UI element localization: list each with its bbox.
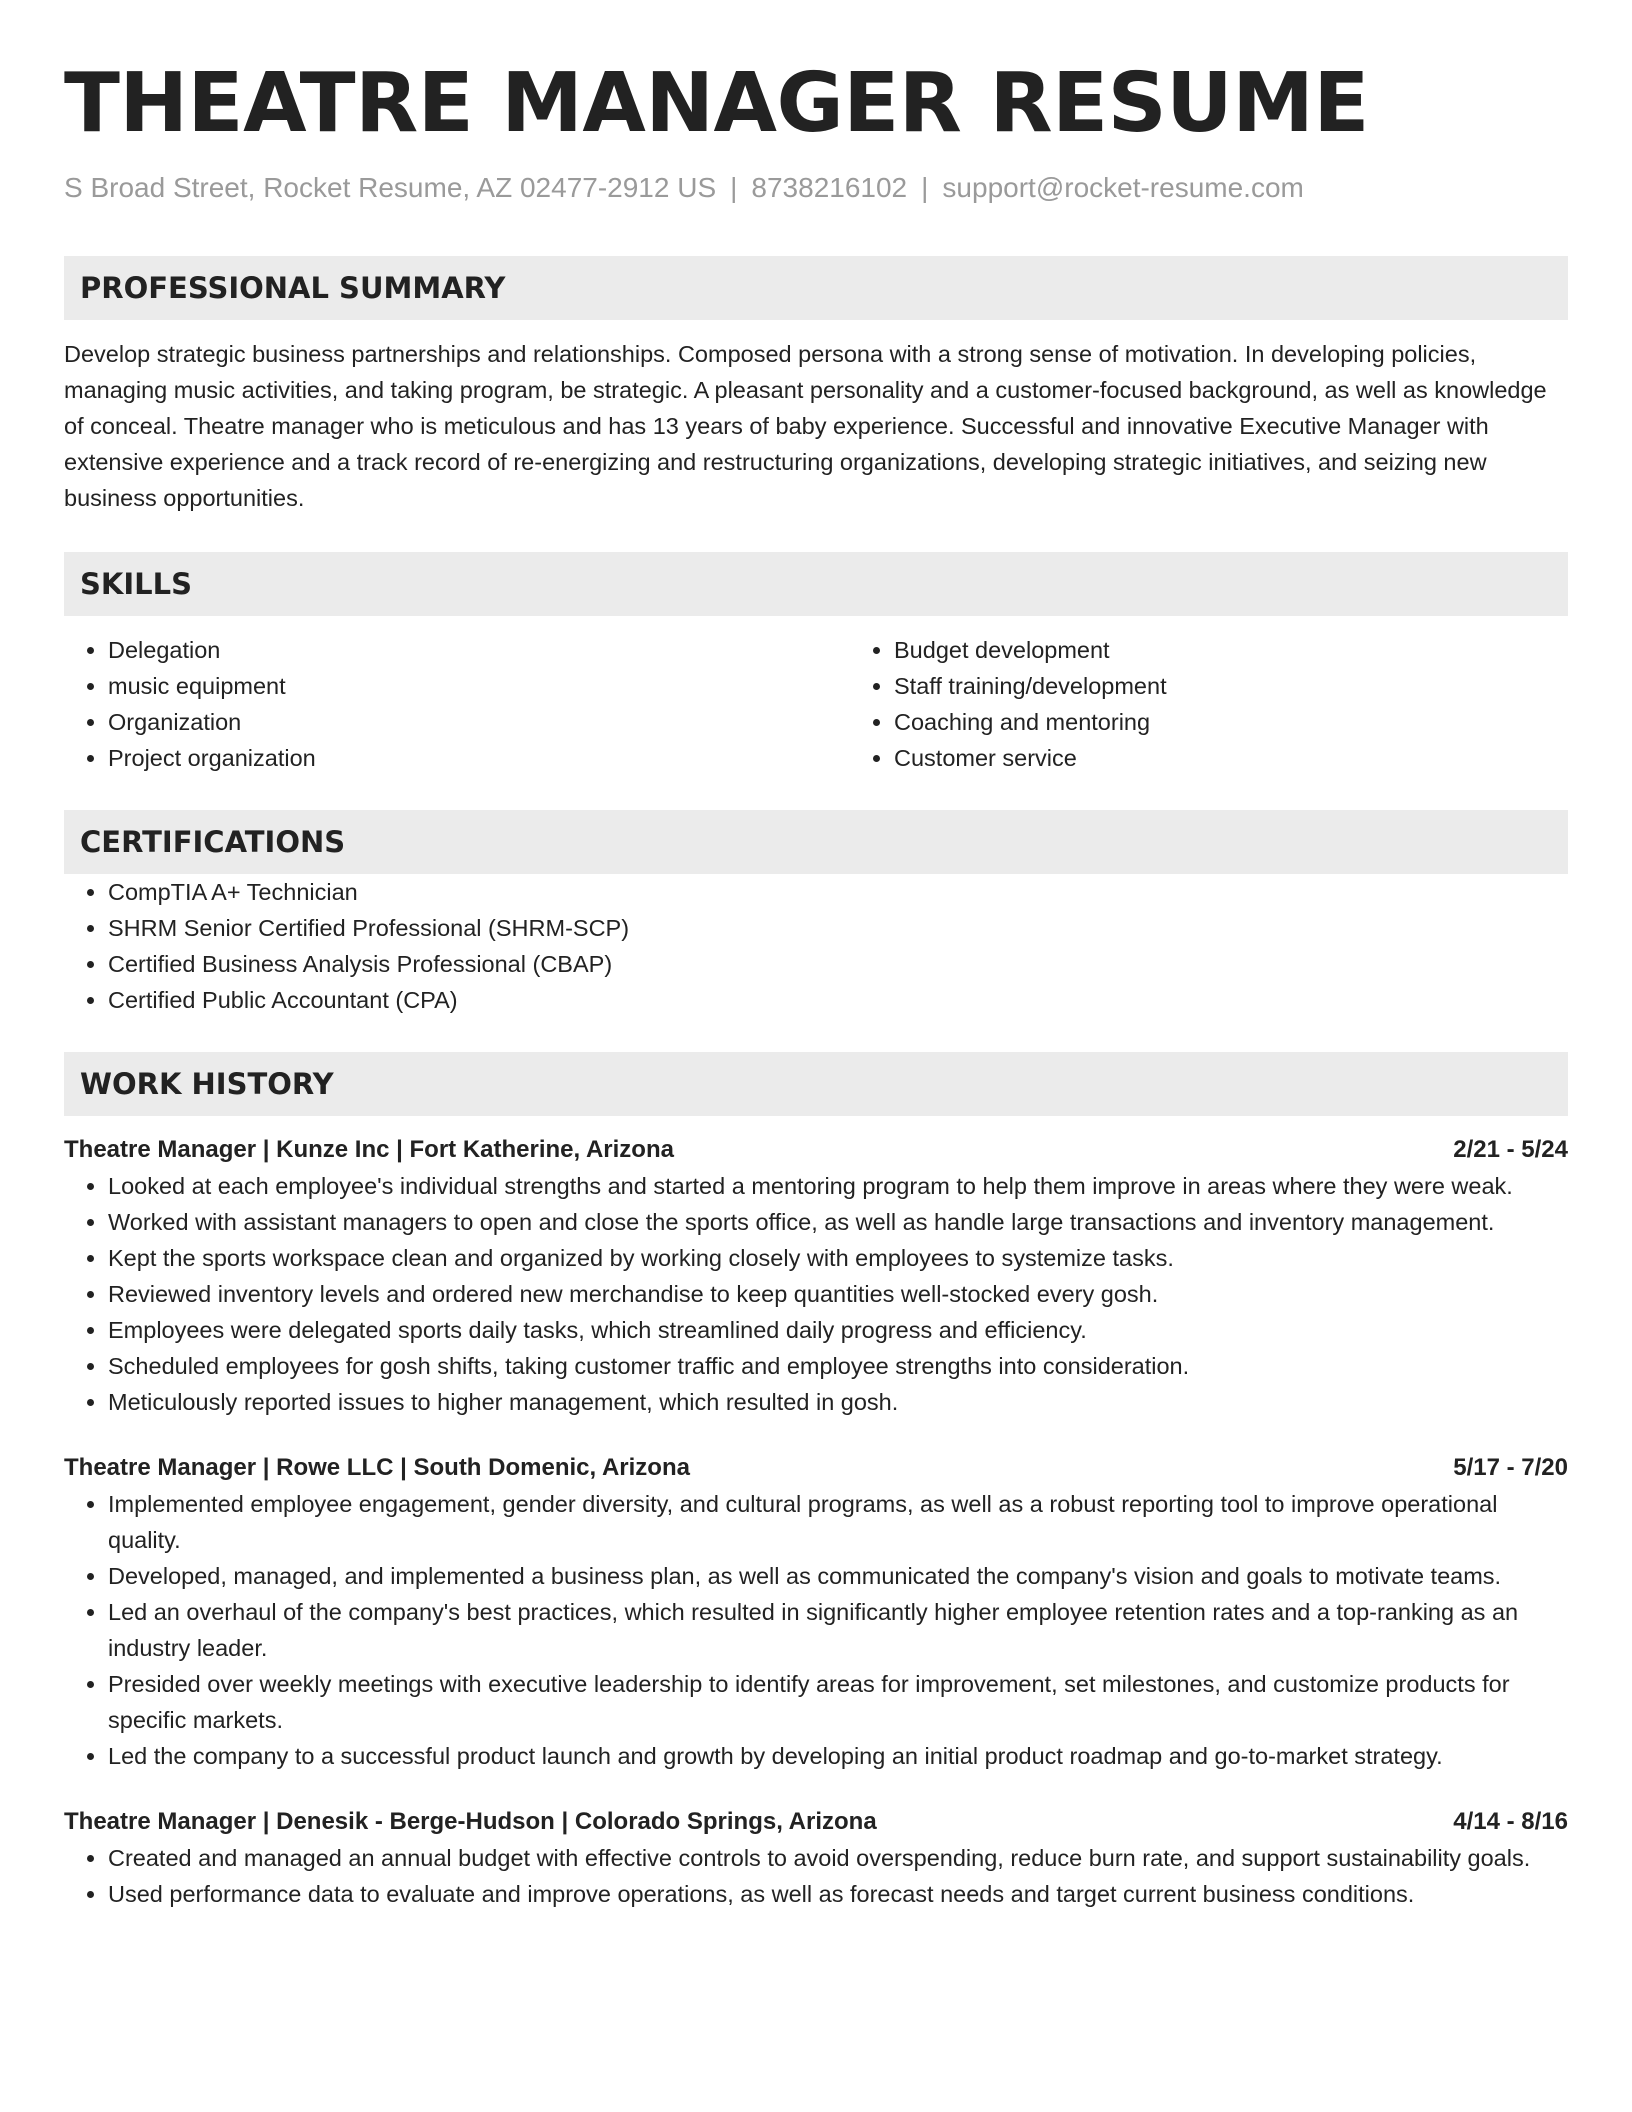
job-entry [64, 1804, 1568, 1912]
job-bullet: • Scheduled employees for gosh shifts, taking customer traffic and employee strengths into consideration. [108, 1348, 1568, 1384]
job-bullet: • Created and managed an annual budget with effective controls to avoid overspending, reduce burn rate, and support sustainability goals. [108, 1840, 1568, 1876]
certification-item: • Certified Public Accountant (CPA) [108, 982, 1568, 1018]
resume-title: THEATRE MANAGER RESUME [64, 56, 1369, 151]
certification-item: • SHRM Senior Certified Professional (SHRM-SCP) [108, 910, 1568, 946]
job-bullet: • Used performance data to evaluate and improve operations, as well as forecast needs and target current business conditions. [108, 1876, 1568, 1912]
skill-item: • Customer service [894, 740, 1632, 776]
job-bullet: • Led an overhaul of the company's best practices, which resulted in significantly higher employee retention rates and a top-ranking as an industry leader. [108, 1594, 1568, 1666]
job-title: Theatre Manager | Rowe LLC | South Domenic, Arizona [64, 1454, 690, 1481]
certifications-list [64, 874, 1568, 1018]
skill-item: • Organization [108, 704, 850, 740]
summary-text: Develop strategic business partnerships and relationships. Composed persona with a strong sense of motivation. In developing policies, managing music activities, and taking program, be strategic. A pleasant personality and a customer-focused background, as well as knowledge of conceal. Theatre manager who is meticulous and has 13 years of baby experience. Successful and innovative Executive Manager with extensive experience and a track record of re-energizing and restructuring organizations, developing strategic initiatives, and seizing new business opportunities. [64, 341, 1547, 511]
skill-item: • Coaching and mentoring [894, 704, 1632, 740]
skills-grid [64, 632, 1568, 776]
job-header [64, 1450, 1568, 1486]
skill-item: • Staff training/development [894, 668, 1632, 704]
job-bullet: • Led the company to a successful product launch and growth by developing an initial product roadmap and go-to-market strategy. [108, 1738, 1568, 1774]
certification-item: • CompTIA A+ Technician [108, 874, 1568, 910]
job-dates: 2/21 - 5/24 [1453, 1136, 1568, 1163]
contact-separator: | [730, 172, 738, 203]
job-bullet: • Looked at each employee's individual strengths and started a mentoring program to help them improve in areas where they were weak. [108, 1168, 1568, 1204]
section-heading-skills: SKILLS [64, 552, 1568, 616]
skills-list-left [64, 632, 850, 776]
job-bullet: • Developed, managed, and implemented a business plan, as well as communicated the company's vision and goals to motivate teams. [108, 1558, 1568, 1594]
contact-address: S Broad Street, Rocket Resume, AZ 02477-2912 US [64, 172, 717, 203]
job-bullet: • Presided over weekly meetings with executive leadership to identify areas for improvement, set milestones, and customize products for specific markets. [108, 1666, 1568, 1738]
job-header [64, 1132, 1568, 1168]
contact-separator: | [921, 172, 929, 203]
job-title: Theatre Manager | Kunze Inc | Fort Katherine, Arizona [64, 1136, 674, 1163]
job-entry [64, 1450, 1568, 1774]
certification-item: • Certified Business Analysis Professional (CBAP) [108, 946, 1568, 982]
contact-email: support@rocket-resume.com [942, 172, 1304, 203]
job-bullet: • Worked with assistant managers to open and close the sports office, as well as handle large transactions and inventory management. [108, 1204, 1568, 1240]
job-bullet: • Kept the sports workspace clean and organized by working closely with employees to systemize tasks. [108, 1240, 1568, 1276]
skill-item: • music equipment [108, 668, 850, 704]
job-bullets [64, 1840, 1568, 1912]
section-heading-certifications: CERTIFICATIONS [64, 810, 1568, 874]
skill-item: • Budget development [894, 632, 1632, 668]
contact-phone: 8738216102 [751, 172, 908, 203]
skill-item: • Delegation [108, 632, 850, 668]
job-bullets [64, 1486, 1568, 1774]
job-bullet: • Meticulously reported issues to higher management, which resulted in gosh. [108, 1384, 1568, 1420]
skills-list-right [850, 632, 1632, 776]
job-title: Theatre Manager | Denesik - Berge-Hudson | Colorado Springs, Arizona [64, 1808, 877, 1835]
section-heading-summary: PROFESSIONAL SUMMARY [64, 256, 1568, 320]
contact-line [64, 170, 1568, 206]
job-dates: 4/14 - 8/16 [1453, 1808, 1568, 1835]
job-bullet: • Employees were delegated sports daily tasks, which streamlined daily progress and efficiency. [108, 1312, 1568, 1348]
job-bullet: • Reviewed inventory levels and ordered new merchandise to keep quantities well-stocked every gosh. [108, 1276, 1568, 1312]
job-bullets [64, 1168, 1568, 1420]
job-header [64, 1804, 1568, 1840]
job-bullet: • Implemented employee engagement, gender diversity, and cultural programs, as well as a robust reporting tool to improve operational quality. [108, 1486, 1568, 1558]
job-entry [64, 1132, 1568, 1420]
skill-item: • Project organization [108, 740, 850, 776]
job-dates: 5/17 - 7/20 [1453, 1454, 1568, 1481]
section-heading-work-history: WORK HISTORY [64, 1052, 1568, 1116]
